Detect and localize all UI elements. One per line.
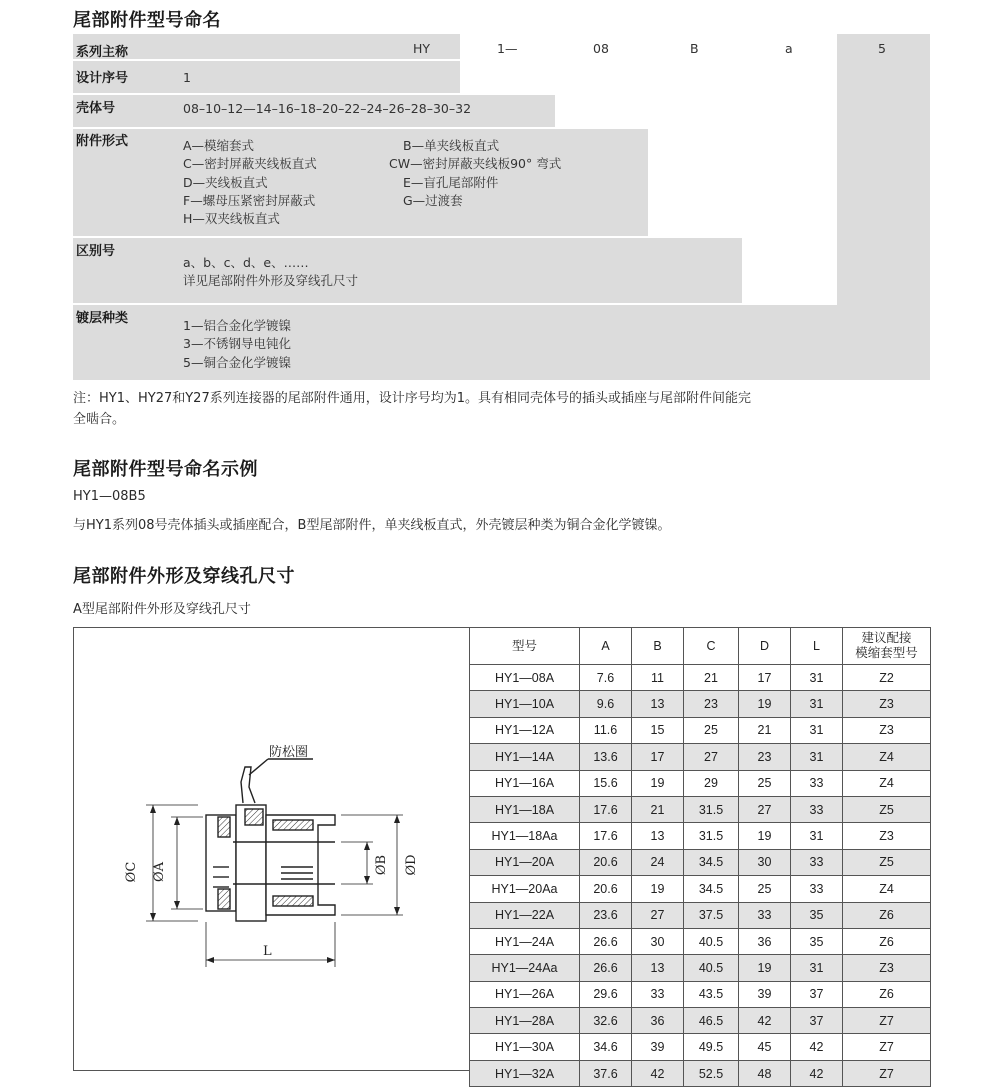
table-cell: Z4: [843, 770, 931, 796]
table-cell: 32.6: [580, 1008, 632, 1034]
table-cell: 42: [791, 1034, 843, 1060]
form-item: H—双夹线板直式: [183, 211, 280, 227]
table-cell: 35: [791, 902, 843, 928]
code-plating: 5: [878, 41, 886, 56]
table-cell: 25: [739, 876, 791, 902]
tail-accessory-drawing: [73, 627, 469, 1071]
code-shell: 08: [593, 41, 609, 56]
table-cell: 34.5: [684, 876, 739, 902]
table-cell: Z3: [843, 691, 931, 717]
shell-values: 08–10–12—14–16–18–20–22–24–26–28–30–32: [183, 101, 472, 116]
table-cell: Z3: [843, 823, 931, 849]
example-title: 尾部附件型号命名示例: [73, 459, 258, 480]
form-label: 附件形式: [76, 134, 129, 149]
table-cell: 31.5: [684, 796, 739, 822]
table-cell: HY1—08A: [470, 665, 580, 691]
table-cell: HY1—26A: [470, 981, 580, 1007]
table-cell: 43.5: [684, 981, 739, 1007]
example-desc: 与HY1系列08号壳体插头或插座配合，B型尾部附件，单夹线板直式，外壳镀层种类为铜合金化学镀镍。: [73, 518, 671, 533]
table-cell: 19: [632, 770, 684, 796]
table-cell: 23: [739, 744, 791, 770]
table-cell: 34.5: [684, 849, 739, 875]
table-cell: HY1—24A: [470, 928, 580, 954]
form-item: C—密封屏蔽夹线板直式: [183, 156, 317, 172]
table-cell: 45: [739, 1034, 791, 1060]
table-row: [470, 849, 931, 875]
shell-label: 壳体号: [76, 101, 116, 116]
table-cell: 33: [791, 876, 843, 902]
dim-b-label: ØB: [374, 854, 389, 876]
table-cell: 17: [739, 665, 791, 691]
table-cell: 37.6: [580, 1060, 632, 1086]
table-cell: 30: [632, 928, 684, 954]
table-cell: Z7: [843, 1034, 931, 1060]
plating-line: 1—铝合金化学镀镍: [183, 318, 291, 333]
table-cell: 19: [632, 876, 684, 902]
dim-a-label: ØA: [152, 861, 167, 883]
table-cell: HY1—30A: [470, 1034, 580, 1060]
table-cell: 17.6: [580, 796, 632, 822]
table-cell: 25: [739, 770, 791, 796]
table-cell: 20.6: [580, 849, 632, 875]
dims-title: 尾部附件外形及穿线孔尺寸: [73, 566, 295, 587]
table-row: [470, 955, 931, 981]
table-cell: 31: [791, 955, 843, 981]
table-cell: 13: [632, 823, 684, 849]
table-cell: 42: [791, 1060, 843, 1086]
table-row: [470, 744, 931, 770]
table-cell: 52.5: [684, 1060, 739, 1086]
table-cell: 31.5: [684, 823, 739, 849]
table-cell: 39: [632, 1034, 684, 1060]
table-cell: HY1—20A: [470, 849, 580, 875]
table-cell: 24: [632, 849, 684, 875]
table-cell: HY1—18A: [470, 796, 580, 822]
variant-label: 区别号: [76, 244, 116, 259]
table-cell: 42: [739, 1008, 791, 1034]
dimension-table: [469, 627, 931, 1087]
ring-label: 防松圈: [269, 745, 309, 760]
form-left-list: [183, 137, 317, 228]
table-cell: 21: [739, 717, 791, 743]
table-row: [470, 981, 931, 1007]
table-row: [470, 928, 931, 954]
table-cell: 36: [739, 928, 791, 954]
table-cell: Z7: [843, 1060, 931, 1086]
table-cell: 23: [684, 691, 739, 717]
table-cell: 23.6: [580, 902, 632, 928]
dim-c-label: ØC: [124, 861, 139, 883]
table-cell: HY1—14A: [470, 744, 580, 770]
table-cell: Z7: [843, 1008, 931, 1034]
col-l: L: [791, 628, 843, 665]
col-sleeve-line1: 建议配接: [861, 631, 912, 645]
example-code: HY1—08B5: [73, 489, 146, 504]
table-cell: HY1—28A: [470, 1008, 580, 1034]
col-b: B: [632, 628, 684, 665]
table-row: [470, 717, 931, 743]
table-cell: 11: [632, 665, 684, 691]
table-row: [470, 770, 931, 796]
table-cell: HY1—22A: [470, 902, 580, 928]
variant-values: [183, 254, 358, 290]
table-cell: 30: [739, 849, 791, 875]
table-cell: HY1—12A: [470, 717, 580, 743]
table-cell: 13.6: [580, 744, 632, 770]
table-cell: 36: [632, 1008, 684, 1034]
table-cell: 26.6: [580, 928, 632, 954]
table-cell: Z2: [843, 665, 931, 691]
form-item: G—过渡套: [403, 192, 463, 208]
dim-d-label: ØD: [404, 854, 419, 876]
table-cell: 26.6: [580, 955, 632, 981]
plating-line: 5—铜合金化学镀镍: [183, 354, 291, 370]
form-right-list: [389, 137, 561, 210]
table-cell: 21: [632, 796, 684, 822]
table-cell: 37: [791, 981, 843, 1007]
code-hy: HY: [413, 41, 431, 56]
table-cell: 15.6: [580, 770, 632, 796]
table-cell: Z6: [843, 981, 931, 1007]
table-cell: 20.6: [580, 876, 632, 902]
table-cell: 39: [739, 981, 791, 1007]
table-cell: Z6: [843, 928, 931, 954]
note-line: 注：HY1、HY27和Y27系列连接器的尾部附件通用，设计序号均为1。具有相同壳体号的插头或插座与尾部附件间能完: [73, 391, 752, 406]
table-cell: 29: [684, 770, 739, 796]
table-cell: 29.6: [580, 981, 632, 1007]
plating-line: 3—不锈钢导电钝化: [183, 336, 291, 352]
table-cell: 27: [739, 796, 791, 822]
table-cell: 40.5: [684, 955, 739, 981]
table-cell: 31: [791, 691, 843, 717]
table-cell: 13: [632, 955, 684, 981]
table-cell: 27: [632, 902, 684, 928]
table-cell: 42: [632, 1060, 684, 1086]
code-variant: a: [785, 41, 793, 56]
col-a: A: [580, 628, 632, 665]
table-cell: Z4: [843, 876, 931, 902]
table-cell: 31: [791, 744, 843, 770]
table-cell: HY1—16A: [470, 770, 580, 796]
table-cell: 11.6: [580, 717, 632, 743]
plating-label: 镀层种类: [76, 311, 129, 326]
table-cell: HY1—24Aa: [470, 955, 580, 981]
table-cell: 37.5: [684, 902, 739, 928]
col-c: C: [684, 628, 739, 665]
table-row: [470, 1008, 931, 1034]
table-cell: 31: [791, 823, 843, 849]
table-cell: 21: [684, 665, 739, 691]
series-label: 系列主称: [76, 45, 129, 60]
note: [73, 388, 943, 430]
table-cell: Z3: [843, 717, 931, 743]
table-row: [470, 691, 931, 717]
col-model: 型号: [470, 628, 580, 665]
code-form: B: [690, 41, 699, 56]
code-design: 1—: [497, 41, 518, 56]
table-cell: 7.6: [580, 665, 632, 691]
table-cell: 33: [739, 902, 791, 928]
table-row: [470, 902, 931, 928]
variant-line: a、b、c、d、e、……: [183, 255, 309, 270]
table-cell: 33: [791, 849, 843, 875]
form-item: E—盲孔尾部附件: [403, 174, 499, 190]
design-value: 1: [183, 70, 191, 85]
table-row: [470, 876, 931, 902]
table-cell: HY1—32A: [470, 1060, 580, 1086]
table-cell: HY1—18Aa: [470, 823, 580, 849]
table-cell: 48: [739, 1060, 791, 1086]
table-cell: 33: [791, 770, 843, 796]
table-cell: 33: [632, 981, 684, 1007]
table-cell: 15: [632, 717, 684, 743]
table-cell: 31: [791, 665, 843, 691]
table-header-row: [470, 628, 931, 665]
col-sleeve: [843, 628, 931, 665]
naming-title: 尾部附件型号命名: [73, 10, 221, 31]
form-item: D—夹线板直式: [183, 174, 268, 190]
table-cell: 40.5: [684, 928, 739, 954]
design-label: 设计序号: [76, 71, 129, 86]
table-cell: Z4: [843, 744, 931, 770]
form-item: CW—密封屏蔽夹线板90° 弯式: [389, 156, 562, 172]
table-cell: HY1—10A: [470, 691, 580, 717]
dims-subtitle: A型尾部附件外形及穿线孔尺寸: [73, 602, 251, 617]
col-sleeve-line2: 模缩套型号: [855, 646, 918, 660]
table-cell: 19: [739, 823, 791, 849]
table-row: [470, 796, 931, 822]
table-cell: 17: [632, 744, 684, 770]
form-item: F—螺母压紧密封屏蔽式: [183, 192, 316, 208]
table-cell: Z6: [843, 902, 931, 928]
table-cell: 49.5: [684, 1034, 739, 1060]
table-cell: Z5: [843, 849, 931, 875]
table-cell: 31: [791, 717, 843, 743]
table-row: [470, 1034, 931, 1060]
table-cell: 34.6: [580, 1034, 632, 1060]
table-cell: 37: [791, 1008, 843, 1034]
table-cell: 13: [632, 691, 684, 717]
form-item: B—单夹线板直式: [403, 138, 500, 153]
col-d: D: [739, 628, 791, 665]
table-cell: Z3: [843, 955, 931, 981]
dim-l-label: L: [263, 944, 272, 959]
plating-values: [183, 317, 291, 372]
table-cell: 19: [739, 955, 791, 981]
table-cell: 33: [791, 796, 843, 822]
table-cell: 25: [684, 717, 739, 743]
table-row: [470, 823, 931, 849]
table-cell: 19: [739, 691, 791, 717]
form-item: A—模缩套式: [183, 138, 255, 153]
table-cell: 35: [791, 928, 843, 954]
table-cell: 9.6: [580, 691, 632, 717]
table-cell: 27: [684, 744, 739, 770]
table-cell: Z5: [843, 796, 931, 822]
table-cell: HY1—20Aa: [470, 876, 580, 902]
table-cell: 46.5: [684, 1008, 739, 1034]
table-row: [470, 665, 931, 691]
note-line: 全啮合。: [73, 412, 126, 427]
table-cell: 17.6: [580, 823, 632, 849]
variant-line: 详见尾部附件外形及穿线孔尺寸: [183, 273, 359, 288]
